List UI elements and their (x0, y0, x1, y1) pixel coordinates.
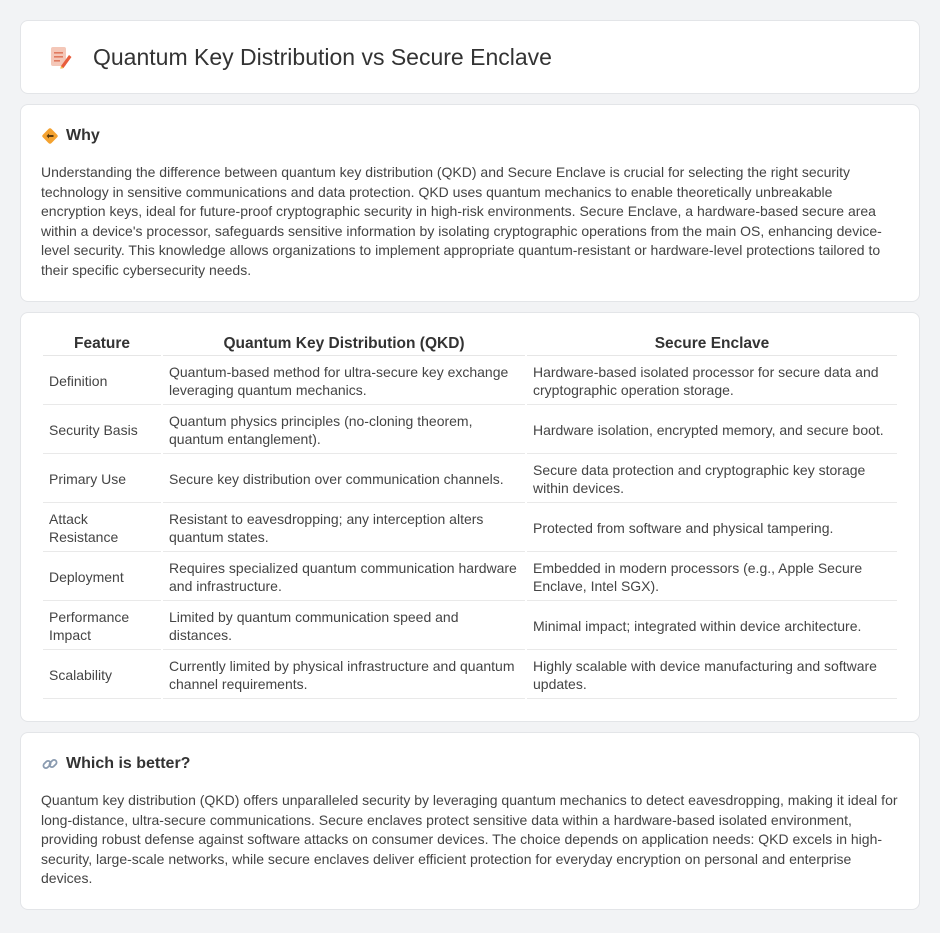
enclave-cell: Embedded in modern processors (e.g., Apple Secure Enclave, Intel SGX). (527, 554, 897, 601)
enclave-cell: Hardware-based isolated processor for secure data and cryptographic operation storage. (527, 358, 897, 405)
page-title: Quantum Key Distribution vs Secure Enclave (93, 43, 552, 70)
diamond-arrows-icon (41, 127, 59, 145)
qkd-cell: Resistant to eavesdropping; any interception alters quantum states. (163, 505, 525, 552)
feature-cell: Scalability (43, 652, 161, 699)
feature-cell: Attack Resistance (43, 505, 161, 552)
header-feature: Feature (43, 335, 161, 356)
header-secure-enclave: Secure Enclave (527, 335, 897, 356)
table-row (43, 505, 897, 552)
header-qkd: Quantum Key Distribution (QKD) (163, 335, 525, 356)
feature-cell: Performance Impact (43, 603, 161, 650)
why-paragraph: Understanding the difference between quantum key distribution (QKD) and Secure Enclave is crucial for selecting the right security technology in sensitive communications and data protection. QKD uses quantum mechanics to enable theoretically unbreakable encryption keys, ideal for future-proof cryptographic security in high-risk environments. Secure Enclave, a hardware-based secure area within a device's processor, safeguards sensitive information by isolating cryptographic operations from the main OS, enhancing device-level security. This knowledge allows organizations to implement appropriate quantum-resistant or hardware-level protections tailored to their specific cybersecurity needs. (41, 164, 882, 278)
table-row (43, 554, 897, 601)
feature-cell: Security Basis (43, 407, 161, 454)
qkd-cell: Currently limited by physical infrastructure and quantum channel requirements. (163, 652, 525, 699)
enclave-cell: Minimal impact; integrated within device architecture. (527, 603, 897, 650)
feature-cell: Deployment (43, 554, 161, 601)
qkd-cell: Requires specialized quantum communication hardware and infrastructure. (163, 554, 525, 601)
qkd-cell: Quantum-based method for ultra-secure key exchange leveraging quantum mechanics. (163, 358, 525, 405)
enclave-cell: Protected from software and physical tampering. (527, 505, 897, 552)
which-is-better-section (20, 732, 920, 910)
why-section (20, 104, 920, 302)
table-row (43, 358, 897, 405)
title-card (20, 20, 920, 94)
better-paragraph: Quantum key distribution (QKD) offers unparalleled security by leveraging quantum mechanics to detect eavesdropping, making it ideal for long-distance, ultra-secure communications. Secure enclaves protect sensitive data within a hardware-based isolated environment, providing robust defense against software attacks on consumer devices. The choice depends on application needs: QKD excels in high-security, large-scale networks, while secure enclaves deliver efficient protection for everyday encryption on personal and enterprise devices. (41, 792, 898, 886)
feature-cell: Definition (43, 358, 161, 405)
qkd-cell: Quantum physics principles (no-cloning theorem, quantum entanglement). (163, 407, 525, 454)
feature-cell: Primary Use (43, 456, 161, 503)
qkd-cell: Secure key distribution over communication channels. (163, 456, 525, 503)
comparison-card (20, 312, 920, 722)
enclave-cell: Highly scalable with device manufacturing and software updates. (527, 652, 897, 699)
qkd-cell: Limited by quantum communication speed and distances. (163, 603, 525, 650)
link-icon (41, 755, 59, 773)
comparison-table (41, 333, 899, 701)
table-row (43, 603, 897, 650)
enclave-cell: Secure data protection and cryptographic key storage within devices. (527, 456, 897, 503)
document-pencil-icon (47, 44, 73, 70)
why-heading (41, 127, 899, 145)
table-row (43, 652, 897, 699)
table-header-row (43, 335, 897, 356)
enclave-cell: Hardware isolation, encrypted memory, and secure boot. (527, 407, 897, 454)
table-row (43, 456, 897, 503)
why-heading-text: Why (66, 127, 100, 144)
table-row (43, 407, 897, 454)
better-heading-text: Which is better? (66, 755, 191, 772)
better-heading (41, 755, 899, 773)
